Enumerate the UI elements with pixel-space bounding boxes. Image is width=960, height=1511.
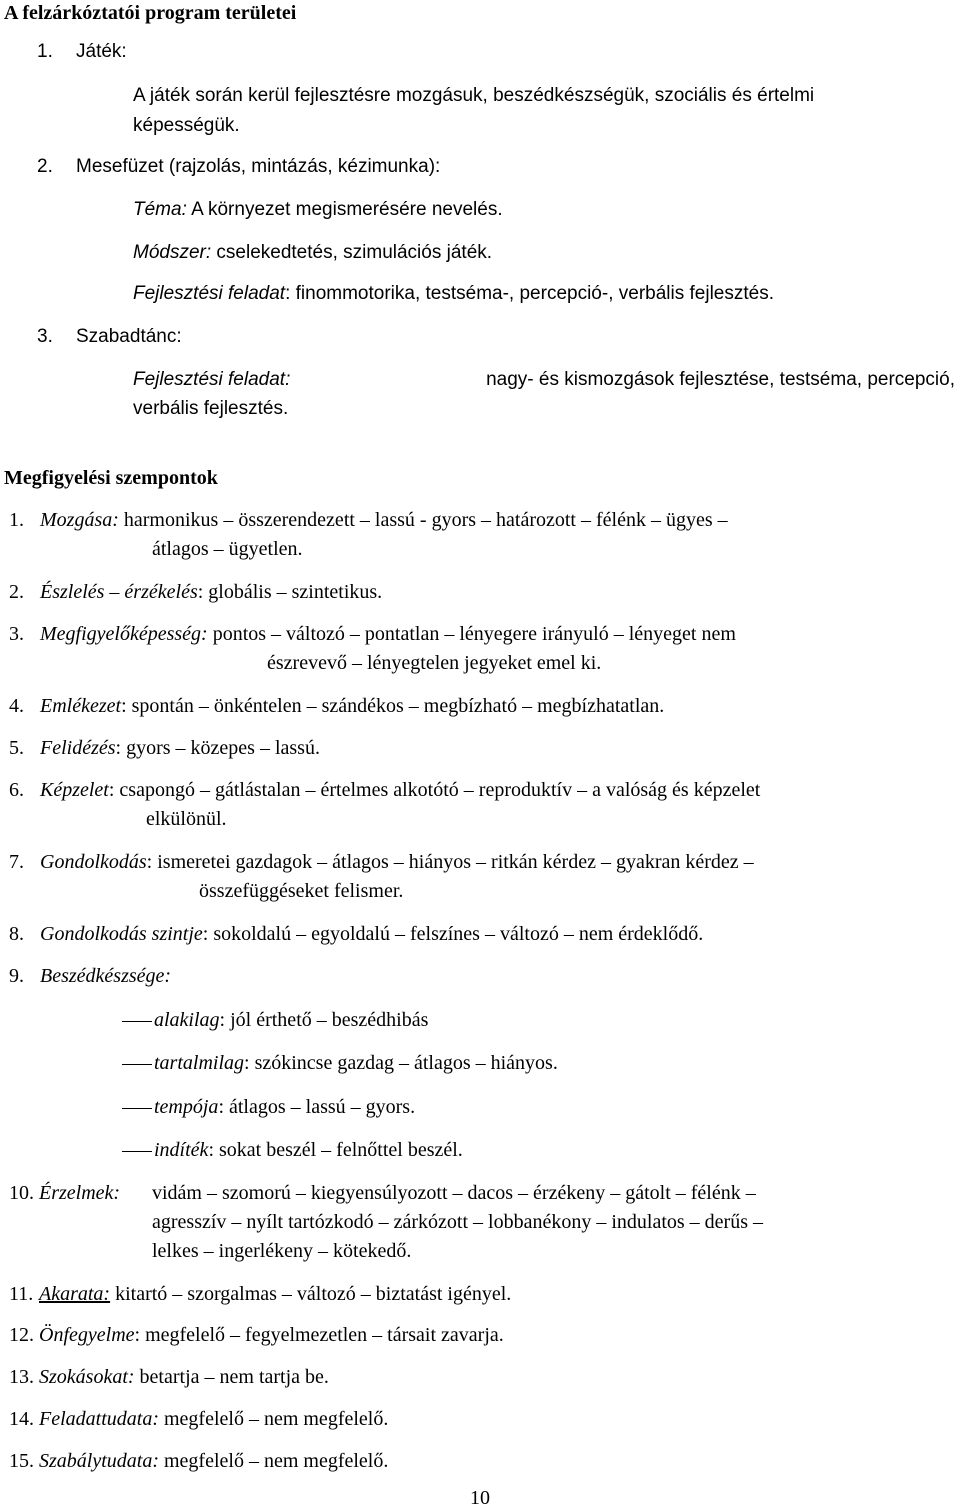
list-item-text <box>40 778 760 802</box>
list-number: 13. <box>9 1366 34 1388</box>
list-item-desc: A játék során kerül fejlesztésre mozgásuk, beszédkészségük, szociális és értelmi <box>133 85 815 106</box>
item-label: Mozgása: <box>40 509 119 531</box>
sub-label: Módszer: <box>133 242 212 263</box>
list-number: 8. <box>9 923 24 945</box>
list-item-text <box>40 694 664 718</box>
item-label: Gondolkodás <box>40 851 147 873</box>
list-number: 14. <box>9 1408 34 1430</box>
item-text: elkülönül. <box>146 808 227 830</box>
item-label: Önfegyelme <box>39 1324 135 1346</box>
dash-marker <box>122 1021 152 1022</box>
page-number: 10 <box>470 1487 490 1509</box>
item-label: Feladattudata: <box>39 1408 159 1430</box>
item-text: átlagos – ügyetlen. <box>152 538 303 560</box>
list-item-label: Játék: <box>76 41 127 62</box>
item-label: Gondolkodás szintje <box>40 923 203 945</box>
sub-line <box>133 241 492 265</box>
sub-label: Fejlesztési feladat: <box>133 369 291 390</box>
list-item-text <box>39 1323 504 1347</box>
sub-text: A környezet megismerésére nevelés. <box>186 199 503 220</box>
item-text: : ismeretei gazdagok – átlagos – hiányos – ritkán kérdez – gyakran kérdez – <box>146 851 754 873</box>
list-number: 4. <box>9 695 24 717</box>
item-text: észrevevő – lényegtelen jegyeket emel ki. <box>267 652 602 674</box>
item-label: Felidézés <box>40 737 116 759</box>
item-label: Megfigyelőképesség: <box>40 623 208 645</box>
list-item-text <box>39 1365 329 1389</box>
list-item-text <box>39 1449 388 1473</box>
sub-text: : finommotorika, testséma-, percepció-, verbális fejlesztés. <box>285 283 774 304</box>
list-item-text <box>40 736 320 760</box>
dash-marker <box>122 1064 152 1065</box>
item-text: vidám – szomorú – kiegyensúlyozott – dacos – érzékeny – gátolt – félénk – <box>152 1182 756 1204</box>
list-number: 3. <box>9 623 24 645</box>
item-label: Érzelmek: <box>39 1182 121 1204</box>
item-text: : átlagos – lassú – gyors. <box>218 1096 416 1118</box>
item-text: : sokoldalú – egyoldalú – felszínes – változó – nem érdeklődő. <box>202 923 704 945</box>
speech-subitem <box>120 1051 558 1075</box>
sub-line <box>133 368 955 392</box>
item-text: megfelelő – nem megfelelő. <box>158 1408 389 1430</box>
item-label: Szabálytudata: <box>39 1450 159 1472</box>
item-text: betartja – nem tartja be. <box>134 1366 329 1388</box>
sub-text: verbális fejlesztés. <box>133 398 289 419</box>
sub-text: cselekedtetés, szimulációs játék. <box>211 242 493 263</box>
list-number: 10. <box>9 1182 34 1204</box>
item-label: Szokásokat: <box>39 1366 135 1388</box>
item-label: Képzelet <box>40 779 109 801</box>
item-text: : szókincse gazdag – átlagos – hiányos. <box>244 1052 558 1074</box>
item-text: : megfelelő – fegyelmezetlen – társait zavarja. <box>134 1324 504 1346</box>
sub-line <box>133 198 503 222</box>
item-text: harmonikus – összerendezett – lassú - gyors – határozott – félénk – ügyes – <box>118 509 728 531</box>
list-number: 11. <box>9 1283 34 1305</box>
item-text: lelkes – ingerlékeny – kötekedő. <box>152 1240 412 1262</box>
item-text: : globális – szintetikus. <box>197 581 383 603</box>
section-title: Megfigyelési szempontok <box>4 467 218 489</box>
list-item-label: Szabadtánc: <box>76 326 182 347</box>
item-text: összefüggéseket felismer. <box>199 880 404 902</box>
item-label: alakilag <box>154 1009 220 1031</box>
list-item-desc: képességük. <box>133 115 240 136</box>
list-item-text <box>40 850 754 874</box>
list-item-label: Mesefüzet (rajzolás, mintázás, kézimunka): <box>76 156 441 177</box>
list-number: 2. <box>9 581 24 603</box>
item-label: indíték <box>154 1139 209 1161</box>
list-number: 12. <box>9 1324 34 1346</box>
item-label: Akarata: <box>39 1283 111 1305</box>
item-label: Beszédkészsége: <box>40 965 172 987</box>
list-number: 5. <box>9 737 24 759</box>
item-text: : gyors – közepes – lassú. <box>115 737 320 759</box>
list-item-text <box>40 622 736 646</box>
list-number: 3. <box>37 326 53 347</box>
item-text: agresszív – nyílt tartózkodó – zárkózott – lobbanékony – indulatos – derűs – <box>152 1211 763 1233</box>
item-text: pontos – változó – pontatlan – lényegere irányuló – lényeget nem <box>207 623 736 645</box>
list-number: 1. <box>9 509 24 531</box>
list-number: 1. <box>37 41 53 62</box>
list-item-text <box>39 1407 388 1431</box>
list-item-text <box>40 508 728 532</box>
item-label: tartalmilag <box>154 1052 245 1074</box>
list-number: 2. <box>37 156 53 177</box>
sub-label: Téma: <box>133 199 187 220</box>
list-item-text <box>40 580 382 604</box>
dash-marker <box>122 1108 152 1109</box>
list-number: 6. <box>9 779 24 801</box>
item-text: megfelelő – nem megfelelő. <box>159 1450 389 1472</box>
list-item-text <box>40 922 703 946</box>
item-label: tempója <box>154 1096 219 1118</box>
sub-line <box>133 282 774 306</box>
list-number: 7. <box>9 851 24 873</box>
speech-subitem <box>120 1138 463 1162</box>
item-text: : spontán – önkéntelen – szándékos – megbízható – megbízhatatlan. <box>121 695 665 717</box>
item-text: : csapongó – gátlástalan – értelmes alkotótó – reproduktív – a valóság és képzelet <box>108 779 761 801</box>
sub-text: nagy- és kismozgások fejlesztése, testséma, percepció, <box>486 369 955 390</box>
speech-subitem <box>120 1008 428 1032</box>
dash-marker <box>122 1151 152 1152</box>
list-number: 15. <box>9 1450 34 1472</box>
item-label: Észlelés – érzékelés <box>40 581 198 603</box>
item-text: : jól érthető – beszédhibás <box>219 1009 429 1031</box>
list-number: 9. <box>9 965 24 987</box>
item-text: kitartó – szorgalmas – változó – biztatást igényel. <box>110 1283 512 1305</box>
section-title: A felzárkóztatói program területei <box>4 2 297 24</box>
item-label: Emlékezet <box>40 695 122 717</box>
item-text: : sokat beszél – felnőttel beszél. <box>208 1139 463 1161</box>
speech-subitem <box>120 1095 415 1119</box>
list-item-text <box>39 1282 511 1306</box>
sub-label: Fejlesztési feladat <box>133 283 286 304</box>
